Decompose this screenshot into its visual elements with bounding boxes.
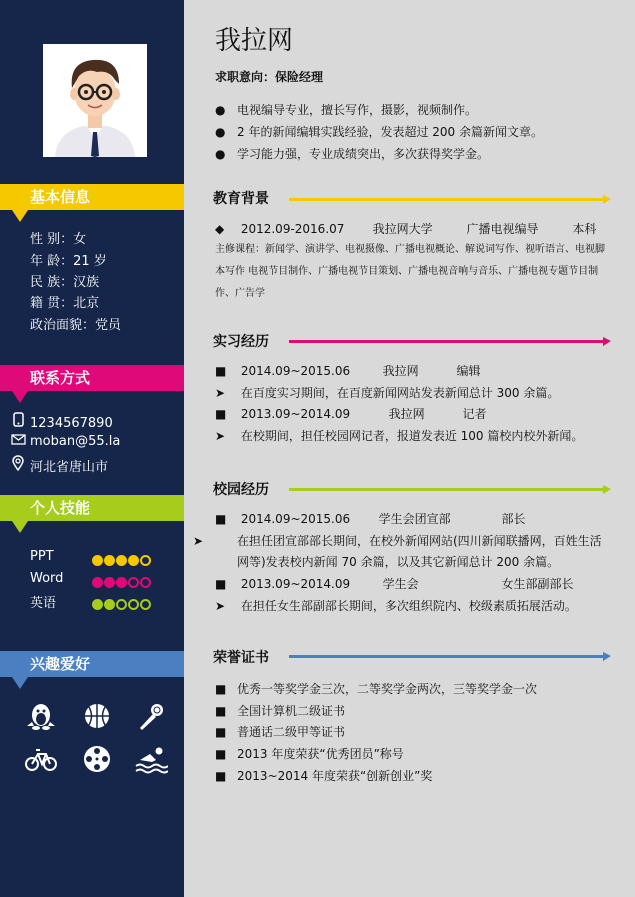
rating-dot-filled [128, 555, 139, 566]
envelope-icon [10, 434, 26, 449]
education-title: 教育背景 [213, 191, 269, 207]
rating-dot-empty [116, 599, 127, 610]
internship-desc: ➤ 在百度实习期间，在百度新闻网站发表新闻总计 300 余篇。 [215, 386, 560, 400]
avatar [43, 44, 147, 157]
bullet-dot-icon: ● [215, 125, 226, 139]
contact-email [10, 434, 120, 449]
rating-dot-empty [140, 577, 151, 588]
bullet-arrow-icon: ➤ [215, 429, 226, 443]
bullet-square-icon: ■ [215, 577, 227, 591]
campus-divider [289, 488, 605, 491]
award-item: ■ 全国计算机二级证书 [215, 704, 346, 718]
campus-desc: ➤ 在担任女生部副部长期间，多次组织院内、校级素质拓展活动。 [215, 599, 577, 613]
bullet-diamond-icon: ◆ [215, 222, 225, 236]
skill-rating-english [92, 594, 152, 613]
rating-dot-filled [104, 555, 115, 566]
education-divider [289, 198, 605, 201]
rating-dot-empty [140, 555, 151, 566]
phone-text: 1234567890 [30, 416, 113, 431]
internship-entry: ■ 2014.09~2015.06 我拉网 编辑 [215, 364, 481, 378]
award-item: ■ 优秀一等奖学金三次，二等奖学金两次，三等奖学金一次 [215, 682, 538, 696]
info-age: 年 龄：21 岁 [30, 254, 107, 269]
education-entry: ◆ 2012.09-2016.07 我拉网大学 广播电视编导 本科 [215, 222, 597, 236]
bullet-square-icon: ■ [215, 725, 227, 739]
contact-address [10, 455, 108, 475]
rating-dot-filled [92, 555, 103, 566]
bullet-square-icon: ■ [215, 747, 227, 761]
rating-dot-filled [92, 577, 103, 588]
award-item: ■ 2013 年度荣获“优秀团员”称号 [215, 747, 404, 761]
award-item: ■ 2013~2014 年度荣获“创新创业”奖 [215, 769, 433, 783]
hobbies-title: 兴趣爱好 [30, 655, 91, 673]
bullet-dot-icon: ● [215, 103, 226, 117]
bullet-square-icon: ■ [215, 512, 227, 526]
location-pin-icon [10, 455, 26, 475]
film-reel-icon [80, 742, 114, 776]
basic-info-header [0, 184, 184, 210]
sidebar [0, 0, 184, 897]
bullet-arrow-icon: ➤ [215, 386, 226, 400]
header-pointer [12, 391, 28, 403]
contact-phone [10, 412, 113, 431]
header-pointer [12, 677, 28, 689]
bullet-square-icon: ■ [215, 364, 227, 378]
rating-dot-filled [92, 599, 103, 610]
award-item: ■ 普通话二级甲等证书 [215, 725, 346, 739]
bullet-arrow-icon: ➤ [193, 534, 204, 548]
summary-item: ● 学习能力强，专业成绩突出，多次获得奖学金。 [215, 147, 490, 161]
info-political-status: 政治面貌：党员 [30, 318, 122, 333]
address-text: 河北省唐山市 [30, 460, 109, 475]
education-courses: 主修课程：新闻学、演讲学、电视摄像、广播电视概论、解说词写作、视听语言、电视脚本写作 电视节目制作、广播电视节目策划、广播电视音响与音乐、广播电视专题节目制作、广告学 [215, 244, 605, 299]
rating-dot-empty [128, 577, 139, 588]
candidate-name: 我拉网 [215, 26, 294, 56]
skills-header [0, 495, 184, 521]
hobbies-header [0, 651, 184, 677]
bullet-square-icon: ■ [215, 682, 227, 696]
basketball-icon [80, 700, 114, 734]
email-text: moban@55.la [30, 434, 121, 449]
summary-item: ● 2 年的新闻编辑实践经验，发表超过 200 余篇新闻文章。 [215, 125, 543, 139]
campus-desc: ➤ 在担任团宣部部长期间，在校外新闻网站(四川新闻联播网，百姓生活网等)发表校内新闻 70 余篇，以及其它新闻总计 200 余篇。 [215, 531, 607, 573]
rating-dot-filled [104, 599, 115, 610]
contact-header [0, 365, 184, 391]
rating-dot-filled [116, 555, 127, 566]
info-hometown: 籍 贯：北京 [30, 296, 100, 311]
campus-entry: ■ 2013.09~2014.09 学生会 女生部副部长 [215, 577, 574, 591]
header-pointer [12, 521, 28, 533]
job-objective: 求职意向：保险经理 [215, 70, 324, 84]
campus-title: 校园经历 [213, 482, 269, 498]
basic-info-title: 基本信息 [30, 188, 91, 206]
bullet-square-icon: ■ [215, 769, 227, 783]
bullet-square-icon: ■ [215, 704, 227, 718]
microphone-icon [134, 700, 168, 734]
bicycle-icon [24, 742, 58, 776]
skills-title: 个人技能 [30, 499, 91, 517]
info-ethnicity: 民 族：汉族 [30, 275, 100, 290]
internship-title: 实习经历 [213, 334, 269, 350]
rating-dot-filled [104, 577, 115, 588]
skill-rating-ppt [92, 550, 152, 569]
skill-label-word: Word [30, 571, 64, 586]
bullet-dot-icon: ● [215, 147, 226, 161]
contact-title: 联系方式 [30, 369, 91, 387]
internship-divider [289, 340, 605, 343]
main-content [184, 0, 635, 897]
skill-label-ppt: PPT [30, 549, 54, 564]
rating-dot-empty [140, 599, 151, 610]
phone-icon [10, 412, 26, 431]
swimming-icon [134, 742, 168, 776]
awards-title: 荣誉证书 [213, 650, 269, 666]
header-pointer [12, 210, 28, 222]
rating-dot-filled [116, 577, 127, 588]
skill-label-english: 英语 [30, 596, 57, 611]
avatar-illustration [43, 44, 147, 157]
info-gender: 性 别：女 [30, 232, 87, 247]
rating-dot-empty [128, 599, 139, 610]
penguin-icon [24, 700, 58, 734]
bullet-square-icon: ■ [215, 407, 227, 421]
bullet-arrow-icon: ➤ [215, 599, 226, 613]
awards-divider [289, 655, 605, 658]
skill-rating-word [92, 572, 152, 591]
campus-entry: ■ 2014.09~2015.06 学生会团宣部 部长 [215, 512, 526, 526]
internship-entry: ■ 2013.09~2014.09 我拉网 记者 [215, 407, 487, 421]
summary-item: ● 电视编导专业，擅长写作，摄影，视频制作。 [215, 103, 478, 117]
internship-desc: ➤ 在校期间，担任校园网记者，报道发表近 100 篇校内校外新闻。 [215, 429, 584, 443]
